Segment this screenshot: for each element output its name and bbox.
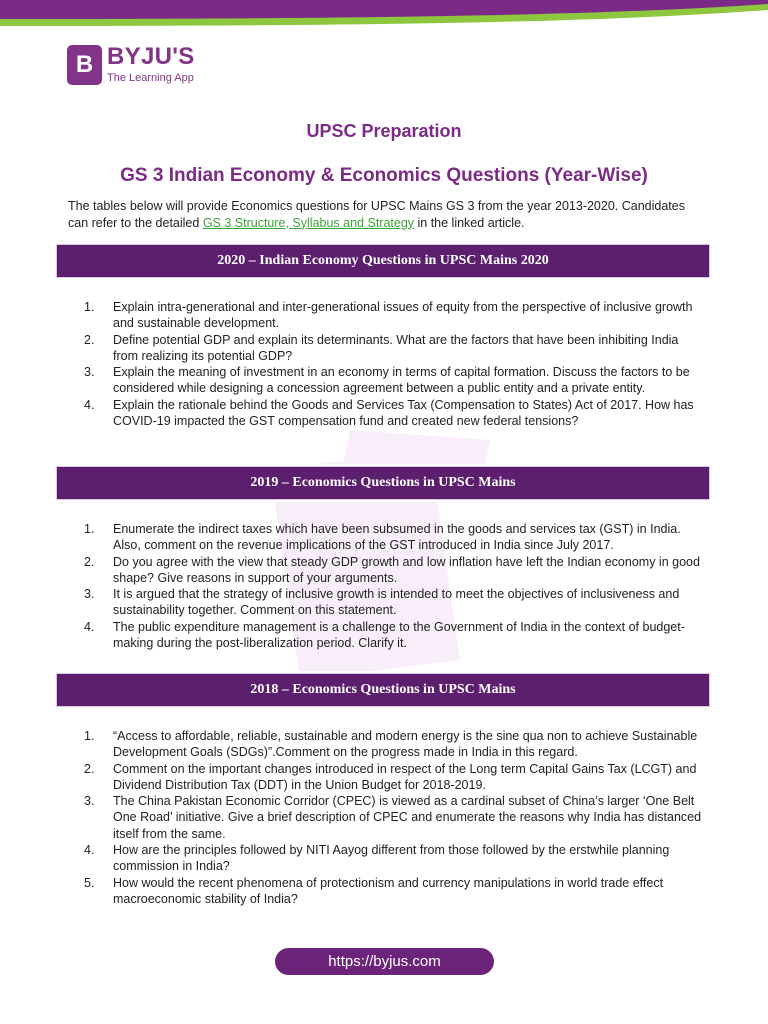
footer-url-button[interactable]: https://byjus.com (275, 948, 494, 975)
question-list-2020 (84, 299, 706, 429)
list-item (84, 793, 706, 842)
item-text: Comment on the important changes introduced in respect of the Long term Capital Gains Tax (LCGT) and Dividend Distribution Tax (DDT) in the Union Budget for 2018-2019. (113, 761, 697, 792)
list-item (84, 619, 706, 652)
item-text: How are the principles followed by NITI Aayog different from those followed by the erstwhile planning commission in India? (113, 843, 670, 874)
item-number: 4. (84, 619, 95, 634)
item-text: Define potential GDP and explain its determinants. What are the factors that have been inhibiting India from realizing its potential GDP? (113, 332, 679, 363)
question-list-2019 (84, 521, 706, 651)
item-number: 4. (84, 397, 95, 412)
list-item (84, 875, 706, 908)
question-list-2018 (84, 728, 706, 907)
intro-text-before: The tables below will provide Economics questions for UPSC Mains GS 3 from the year 2013-2020. Candidates can refer to the detailed (68, 199, 685, 230)
item-number: 2. (84, 554, 95, 569)
item-number: 3. (84, 587, 95, 602)
logo-mark: B (67, 45, 102, 85)
item-text: Explain the rationale behind the Goods and Services Tax (Compensation to States) Act of 2017. How has COVID-19 impacted the GST compensation fund and created new federal tensions? (113, 397, 694, 429)
list-item (84, 397, 706, 430)
item-number: 2. (84, 761, 95, 776)
item-number: 2. (84, 332, 95, 347)
item-text: The China Pakistan Economic Corridor (CPEC) is viewed as a cardinal subset of China’s larger ‘One Belt One Road’ initiative. Give a brief description of CPEC and enumerate the reasons why India has distanced itself from the same. (113, 794, 702, 841)
item-number: 1. (84, 300, 95, 314)
item-text: Enumerate the indirect taxes which have been subsumed in the goods and services tax (GST) in India. Also, comment on the revenue implications of the GST introduced in India since July 2017. (113, 522, 681, 553)
section-heading-2018: 2018 – Economics Questions in UPSC Mains (56, 673, 710, 707)
list-item (84, 521, 706, 554)
page-subtitle: GS 3 Indian Economy & Economics Questions (Year-Wise) (120, 165, 648, 186)
page-title: UPSC Preparation (306, 121, 462, 141)
item-text: “Access to affordable, reliable, sustainable and modern energy is the sine qua non to achieve Sustainable Development Goals (SDGs)”.Comment on the progress made in India in this regard. (113, 729, 698, 760)
list-item (84, 299, 706, 332)
item-number: 3. (84, 365, 95, 380)
item-text: How would the recent phenomena of protectionism and currency manipulations in world trade effect macroeconomic stability of India? (113, 875, 664, 906)
item-text: Explain intra-generational and inter-generational issues of equity from the perspective of inclusive growth and sustainable development. (113, 300, 693, 331)
top-decorative-band (0, 0, 768, 30)
section-heading-2020: 2020 – Indian Economy Questions in UPSC Mains 2020 (56, 244, 710, 278)
syllabus-link[interactable]: GS 3 Structure, Syllabus and Strategy (202, 215, 415, 230)
intro-paragraph (68, 198, 708, 231)
logo-name: BYJU'S (107, 43, 195, 70)
list-item (84, 761, 706, 794)
item-text: The public expenditure management is a challenge to the Government of India in the context of budget-making during the post-liberalization period. Clarify it. (113, 619, 685, 651)
section-heading-2019: 2019 – Economics Questions in UPSC Mains (56, 466, 710, 500)
list-item (84, 332, 706, 365)
item-text: It is argued that the strategy of inclusive growth is intended to meet the objectives of inclusiveness and sustainability together. Comment on this statement. (113, 587, 680, 618)
list-item (84, 842, 706, 875)
logo-tagline: The Learning App (107, 72, 194, 84)
item-number: 3. (84, 794, 95, 809)
list-item (84, 554, 706, 587)
intro-text-after: in the linked article. (414, 215, 525, 230)
item-text: Explain the meaning of investment in an economy in terms of capital formation. Discuss the factors to be considered while designing a concession agreement between a public entity and a private entity. (113, 365, 690, 396)
byjus-logo[interactable] (67, 45, 195, 85)
item-number: 1. (84, 729, 95, 743)
list-item (84, 728, 706, 761)
list-item (84, 364, 706, 397)
item-number: 1. (84, 522, 95, 536)
item-number: 5. (84, 875, 95, 890)
list-item (84, 586, 706, 619)
item-number: 4. (84, 843, 95, 858)
item-text: Do you agree with the view that steady GDP growth and low inflation have left the Indian economy in good shape? Give reasons in support of your arguments. (113, 554, 700, 585)
